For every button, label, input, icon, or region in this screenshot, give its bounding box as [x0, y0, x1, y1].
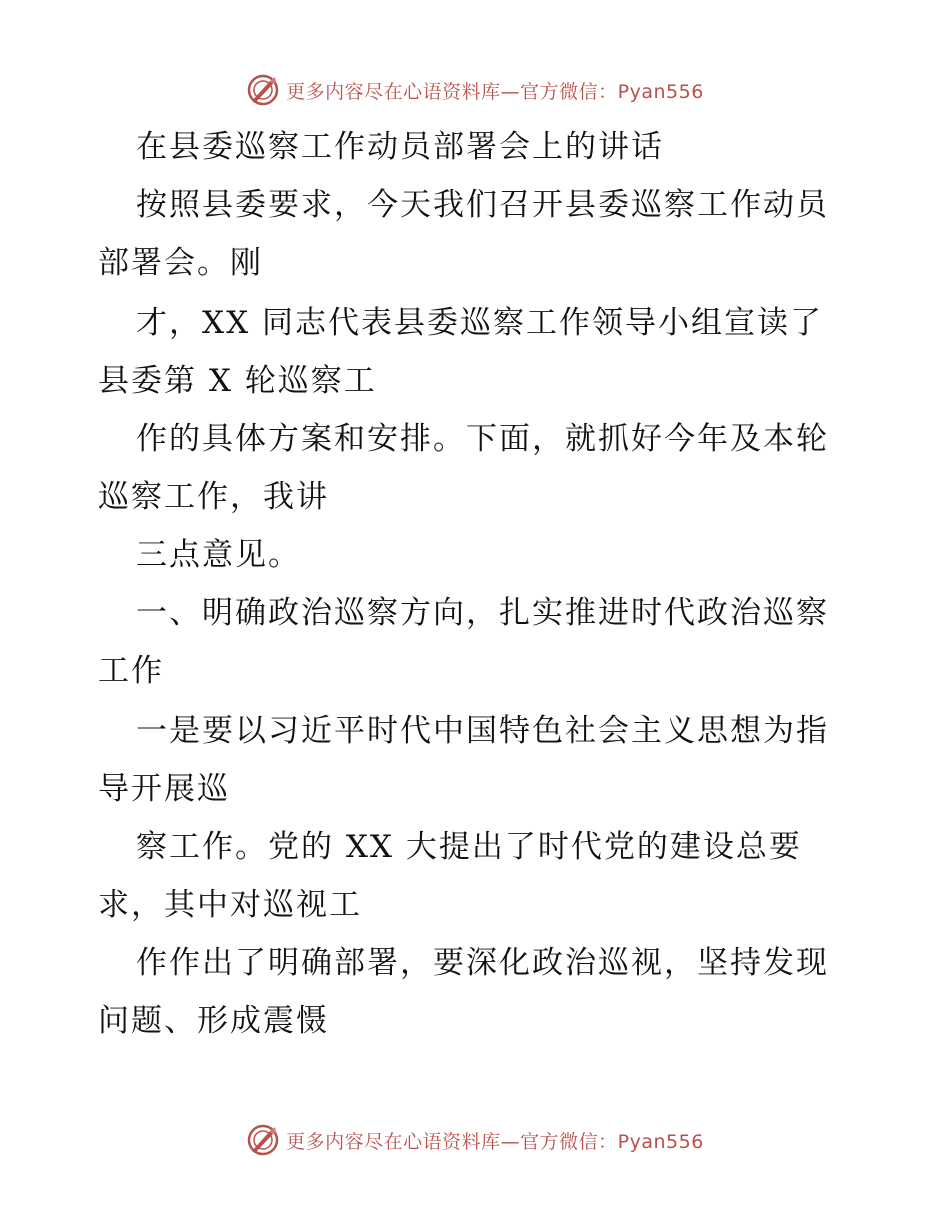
text-line: 一是要以习近平时代中国特色社会主义思想为指 [136, 713, 829, 749]
text-line: 作的具体方案和安排。下面，就抓好今年及本轮 [136, 421, 829, 457]
quill-pen-circle-icon [246, 73, 280, 107]
text-line: 问题、形成震慑 [98, 1003, 329, 1039]
quill-pen-circle-icon [246, 1123, 280, 1157]
text-line: 才，XX 同志代表县委巡察工作领导小组宣读了 [136, 305, 823, 341]
text-line: 作作出了明确部署，要深化政治巡视，坚持发现 [136, 945, 829, 981]
section-heading: 一、明确政治巡察方向，扎实推进时代政治巡察 [136, 595, 829, 631]
header-banner [0, 70, 950, 110]
banner-text: 更多内容尽在心语资料库—官方微信：Pyan556 [286, 1130, 704, 1153]
text-line: 三点意见。 [136, 537, 301, 573]
banner-text: 更多内容尽在心语资料库—官方微信：Pyan556 [286, 80, 704, 103]
text-line: 巡察工作，我讲 [98, 479, 329, 515]
text-line: 察工作。党的 XX 大提出了时代党的建设总要 [136, 829, 802, 865]
text-line: 部署会。刚 [98, 245, 263, 281]
section-heading-continued: 工作 [98, 653, 164, 689]
text-line: 按照县委要求，今天我们召开县委巡察工作动员 [136, 187, 829, 223]
text-line: 县委第 X 轮巡察工 [98, 363, 377, 399]
footer-banner [0, 1120, 950, 1160]
document-title: 在县委巡察工作动员部署会上的讲话 [136, 129, 664, 165]
text-line: 导开展巡 [98, 771, 230, 807]
text-line: 求，其中对巡视工 [98, 887, 362, 923]
